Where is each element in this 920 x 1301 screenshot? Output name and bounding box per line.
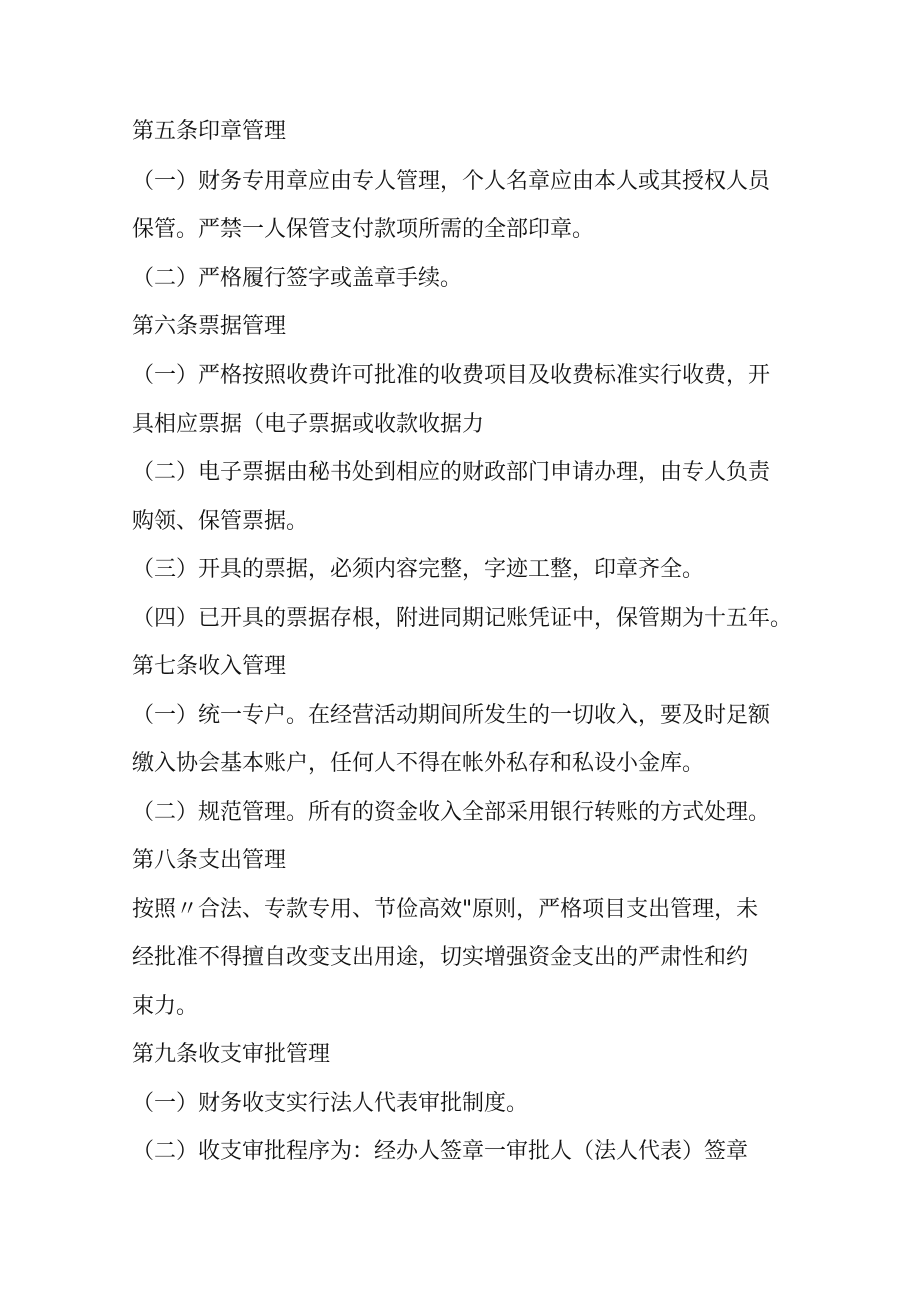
paragraph-line: 购领、保管票据。	[132, 509, 309, 534]
article-8-heading: 第八条支出管理	[132, 848, 287, 873]
paragraph-line: 保管。严禁一人保管支付款项所需的全部印章。	[132, 217, 595, 242]
article-6-heading: 第六条票据管理	[132, 314, 287, 339]
paragraph-line: （四）已开具的票据存根，附进同期记账凭证中，保管期为十五年。	[132, 606, 793, 631]
paragraph-line: （一）统一专户。在经营活动期间所发生的一切收入，要及时足额	[132, 703, 771, 728]
paragraph-line: （一）财务专用章应由专人管理，个人名章应由本人或其授权人员	[132, 169, 771, 194]
paragraph-line: （一）财务收支实行法人代表审批制度。	[132, 1091, 529, 1116]
article-5-heading: 第五条印章管理	[132, 119, 287, 144]
paragraph-line: （二）严格履行签字或盖章手续。	[132, 266, 463, 291]
article-9-heading: 第九条收支审批管理	[132, 1042, 331, 1067]
paragraph-line: （二）规范管理。所有的资金收入全部采用银行转账的方式处理。	[132, 800, 771, 825]
paragraph-line: （一）严格按照收费许可批准的收费项目及收费标准实行收费，开	[132, 363, 771, 388]
paragraph-line: （二）收支审批程序为：经办人签章一审批人（法人代表）签章	[132, 1139, 749, 1164]
article-7-heading: 第七条收入管理	[132, 654, 287, 679]
paragraph-line: 束力。	[132, 994, 199, 1019]
paragraph-line: （三）开具的票据，必须内容完整，字迹工整，印章齐全。	[132, 557, 705, 582]
paragraph-line: 具相应票据（电子票据或收款收据力	[132, 412, 485, 437]
paragraph-line: （二）电子票据由秘书处到相应的财政部门申请办理，由专人负责	[132, 460, 771, 485]
paragraph-line: 按照〃合法、专款专用、节俭高效"原则，严格项目支出管理，未	[132, 897, 759, 922]
paragraph-line: 经批准不得擅自改变支出用途，切实增强资金支出的严肃性和约	[132, 945, 749, 970]
paragraph-line: 缴入协会基本账户，任何人不得在帐外私存和私设小金库。	[132, 751, 705, 776]
